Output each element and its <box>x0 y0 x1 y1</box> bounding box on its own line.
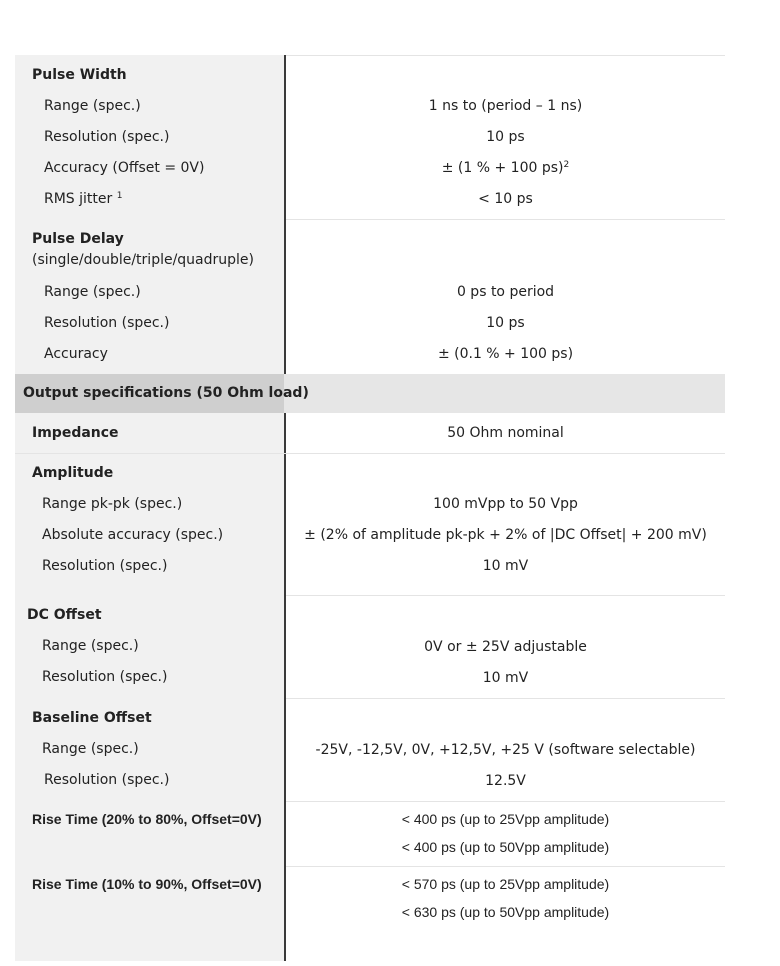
row-label: Resolution (spec.) <box>44 129 170 145</box>
footnote-marker: 2 <box>563 160 570 170</box>
row-value: -25V, -12,5V, 0V, +12,5V, +25 V (software selectable) <box>315 742 696 758</box>
row-label: Range (spec.) <box>44 98 141 114</box>
section-heading: Pulse Delay <box>32 231 124 247</box>
band-title: Output specifications (50 Ohm load) <box>23 385 309 401</box>
row-value: 10 mV <box>482 670 529 686</box>
row-value: 50 Ohm nominal <box>447 425 564 441</box>
row-label: Accuracy <box>44 346 108 362</box>
row-divider <box>286 801 725 802</box>
output-specs-band <box>15 374 725 413</box>
section-heading: Pulse Width <box>32 67 127 83</box>
section-heading: Rise Time (20% to 80%, Offset=0V) <box>32 811 262 827</box>
row-value: 10 ps <box>486 315 525 331</box>
row-divider <box>15 453 725 454</box>
row-value: ± (0.1 % + 100 ps) <box>437 346 574 362</box>
row-divider <box>286 698 725 699</box>
spec-table <box>15 55 725 961</box>
row-value: < 570 ps (up to 25Vpp amplitude) <box>401 876 610 892</box>
row-divider <box>286 866 725 867</box>
row-label: Range pk-pk (spec.) <box>42 496 183 512</box>
row-label <box>44 190 122 208</box>
row-value: < 10 ps <box>478 191 533 207</box>
row-label: Resolution (spec.) <box>44 315 170 331</box>
row-value: 12.5V <box>485 773 526 789</box>
section-heading: Rise Time (10% to 90%, Offset=0V) <box>32 876 262 892</box>
row-value: 0 ps to period <box>456 284 555 300</box>
row-label: Range (spec.) <box>42 638 139 654</box>
row-value: 1 ns to (period – 1 ns) <box>428 98 583 114</box>
row-label: Accuracy (Offset = 0V) <box>44 160 205 176</box>
row-value: 100 mVpp to 50 Vpp <box>433 496 578 512</box>
row-divider <box>286 595 725 596</box>
row-value: 10 mV <box>482 558 529 574</box>
section-heading: Baseline Offset <box>32 710 152 726</box>
row-value: < 400 ps (up to 25Vpp amplitude) <box>401 811 610 827</box>
row-label: Resolution (spec.) <box>44 772 170 788</box>
value-text: ± (1 % + 100 ps) <box>441 160 564 176</box>
row-label: Range (spec.) <box>44 284 141 300</box>
row-divider <box>286 219 725 220</box>
row-value: 0V or ± 25V adjustable <box>424 639 587 655</box>
row-value: < 630 ps (up to 50Vpp amplitude) <box>401 904 610 920</box>
row-label: Absolute accuracy (spec.) <box>42 527 224 543</box>
footnote-marker: 1 <box>116 191 123 201</box>
section-heading: Impedance <box>32 425 119 441</box>
section-subheading: (single/double/triple/quadruple) <box>32 252 255 268</box>
row-label: Range (spec.) <box>42 741 139 757</box>
section-heading: DC Offset <box>27 607 102 623</box>
label-text: RMS jitter <box>44 191 113 207</box>
row-divider <box>286 55 725 56</box>
row-label: Resolution (spec.) <box>42 669 168 685</box>
section-heading: Amplitude <box>32 465 114 481</box>
row-value <box>286 159 725 177</box>
row-value: ± (2% of amplitude pk-pk + 2% of |DC Offset| + 200 mV) <box>304 527 707 543</box>
row-label: Resolution (spec.) <box>42 558 168 574</box>
row-value: 10 ps <box>486 129 525 145</box>
row-value: < 400 ps (up to 50Vpp amplitude) <box>401 839 610 855</box>
